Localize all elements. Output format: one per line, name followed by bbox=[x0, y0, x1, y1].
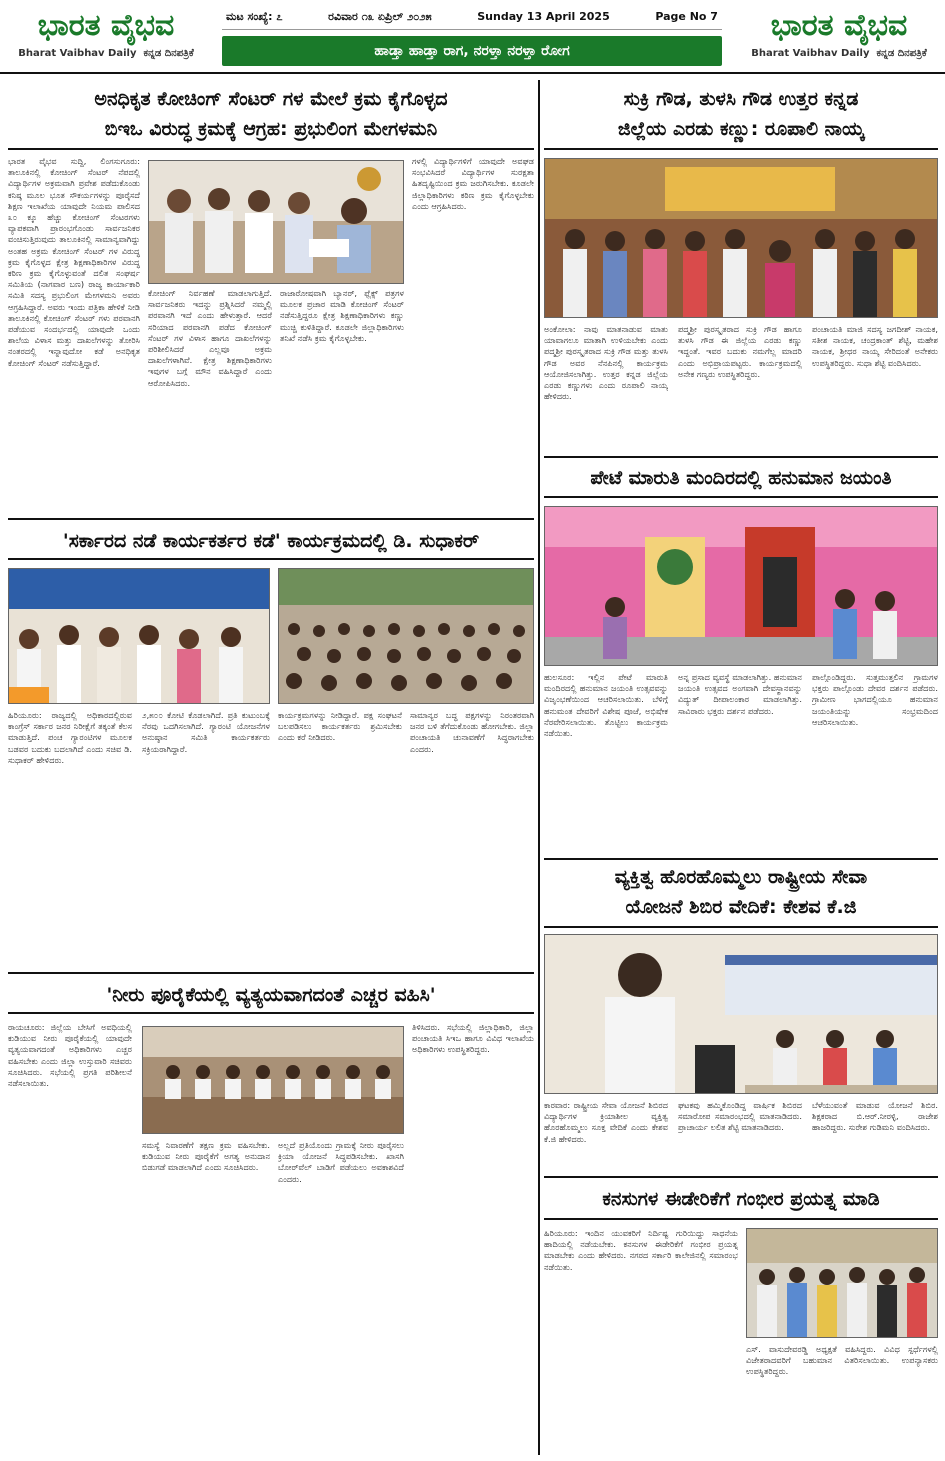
brand-tag: ಕನ್ನಡ ದಿನಪತ್ರಿಕೆ bbox=[143, 48, 194, 59]
article-column: ಸಾಮಾನ್ಯರ ಬದ್ಧ ಪಕ್ಷಗಳನ್ನು ನಿರಂತರವಾಗಿ ಜನರ ಬಳಿ ತೆಗೆದುಕೊಂಡು ಹೋಗಬೇಕು. ಜಿಲ್ಲಾ ಪಂಚಾಯತಿ ಚುನಾವಣೆಗೆ ಸಿದ್ಧರಾಗಬೇಕು ಎಂದರು. bbox=[410, 710, 534, 754]
article-separator bbox=[544, 1176, 938, 1178]
headline-line-2: ಜಿಲ್ಲೆಯ ಎರಡು ಕಣ್ಣು: ರೂಪಾಲಿ ನಾಯ್ಕ bbox=[617, 118, 865, 140]
brand-name: ಭಾರತ ವೈಭವ bbox=[37, 8, 175, 43]
article-column: ಘಟಕವು ಹಮ್ಮಿಕೊಂಡಿದ್ದ ವಾರ್ಷಿಕ ಶಿಬಿರದ ಸಮಾರೋಪ ಸಮಾರಂಭದಲ್ಲಿ ಮಾತನಾಡಿದರು. ಪ್ರಾಚಾರ್ಯ ಲಲಿತ ಶೆಟ್ಟಿ ಮಾತನಾಡಿದರು. bbox=[678, 1100, 802, 1133]
article-column: ಅನ್ನ ಪ್ರಸಾದ ವ್ಯವಸ್ಥೆ ಮಾಡಲಾಗಿತ್ತು. ಹನುಮಾನ ಜಯಂತಿ ಉತ್ಸವದ ಅಂಗವಾಗಿ ದೇವಸ್ಥಾನವನ್ನು ವಿದ್ಯುತ್ ದೀಪಾಲಂಕಾರ ಮಾಡಲಾಗಿತ್ತು. ಸಾವಿರಾರು ಭಕ್ತರು ದರ್ಶನ ಪಡೆದರು. bbox=[678, 672, 802, 716]
article-hanuman-jayanti bbox=[544, 460, 938, 856]
article-column: ಹಿರಿಯೂರು: ರಾಜ್ಯದಲ್ಲಿ ಅಧಿಕಾರದಲ್ಲಿರುವ ಕಾಂಗ್ರೆಸ್ ಸರ್ಕಾರ ಜನರ ನಿರೀಕ್ಷೆಗೆ ತಕ್ಕಂತೆ ಕೆಲಸ ಮಾಡುತ್ತಿದೆ. ಪಂಚ ಗ್ಯಾರಂಟಿಗಳ ಮೂಲಕ ಬಡವರ ಬದುಕು ಬದಲಾಗಿದೆ ಎಂದು ಸಚಿವ ಡಿ. ಸುಧಾಕರ್ ಹೇಳಿದರು. bbox=[8, 710, 132, 765]
headline: 'ನೀರು ಪೂರೈಕೆಯಲ್ಲಿ ವ್ಯತ್ಯಯವಾಗದಂತೆ ಎಚ್ಚರ ವಹಿಸಿ' bbox=[8, 978, 534, 1014]
headline-line-1: ಸುಕ್ರಿ ಗೌಡ, ತುಳಸಿ ಗೌಡ ಉತ್ತರ ಕನ್ನಡ bbox=[623, 88, 859, 110]
article-column: ಅಂಕೋಲಾ: ನಾವು ಮಾತನಾಡುವ ಮಾತು ಯಾವಾಗಲೂ ಮಾತಾಗಿ ಉಳಿಯಬೇಕು ಎಂದು ಪದ್ಮಶ್ರೀ ಪುರಸ್ಕೃತರಾದ ಸುಕ್ರಿ ಗೌಡ ಮತ್ತು ತುಳಸಿ ಗೌಡ ಅವರ ನೆನಪಿನಲ್ಲಿ ಕಾರ್ಯಕ್ರಮ ಆಯೋಜಿಸಲಾಗಿತ್ತು. ಉತ್ತರ ಕನ್ನಡ ಜಿಲ್ಲೆಯ ಎರಡು ಕಣ್ಣುಗಳು ಎಂದು ರೂಪಾಲಿ ನಾಯ್ಕ ಹೇಳಿದರು. bbox=[544, 324, 668, 402]
event-stage-photo bbox=[8, 568, 270, 704]
brand-name: ಭಾರತ ವೈಭವ bbox=[770, 8, 908, 43]
brand-sub: Bharat Vaibhav Daily bbox=[18, 48, 137, 59]
felicitation-photo bbox=[544, 158, 938, 318]
article-column: ಪಂಚಾಯತಿ ಮಾಜಿ ಸದಸ್ಯ ಜಗದೀಶ್ ನಾಯಕ, ಸತೀಶ ನಾಯಕ, ಚಂದ್ರಕಾಂತ್ ಶೆಟ್ಟಿ, ಮಹೇಶ ನಾಯಕ, ಶ್ರೀಧರ ನಾಯ್ಕ ಸೇರಿದಂತೆ ಅನೇಕರು ಉಪಸ್ಥಿತರಿದ್ದರು. ಸುಧಾ ಶೆಟ್ಟಿ ವಂದಿಸಿದರು. bbox=[812, 324, 938, 368]
headline bbox=[544, 862, 938, 928]
article-column: ಹಿರಿಯೂರು: ಇಂದಿನ ಯುವಕರಿಗೆ ನಿರ್ದಿಷ್ಟ ಗುರಿಯಿದ್ದು ಸಾಧನೆಯ ಹಾದಿಯಲ್ಲಿ ನಡೆಯಬೇಕು. ಕನಸುಗಳ ಈಡೇರಿಕೆಗೆ ಗಂಭೀರ ಪ್ರಯತ್ನ ಮಾಡಬೇಕು ಎಂದು ಹೇಳಿದರು. ನಗರದ ಸರ್ಕಾರಿ ಕಾಲೇಜಿನಲ್ಲಿ ಸಮಾರಂಭ ನಡೆಯಿತು. bbox=[544, 1228, 738, 1272]
article-column: ರಾಜಾರೋಷವಾಗಿ ಬ್ಯಾನರ್, ಫ್ಲೆಕ್ಸ್ ಪತ್ರಗಳ ಮೂಲಕ ಪ್ರಚಾರ ಮಾಡಿ ಕೋಚಿಂಗ್ ಸೆಂಟರ್ ನಡೆಸುತ್ತಿದ್ದರೂ ಕ್ಷೇತ್ರ ಶಿಕ್ಷಣಾಧಿಕಾರಿಗಳು ಕಣ್ಣು ಮುಚ್ಚಿ ಕುಳಿತಿದ್ದಾರೆ. ಕೂಡಲೇ ಜಿಲ್ಲಾಧಿಕಾರಿಗಳು ತನಿಖೆ ನಡೆಸಿ ಕ್ರಮ ಕೈಗೊಳ್ಳಬೇಕು. bbox=[280, 288, 404, 343]
article-column: ಭಾರತ ವೈಭವ ಸುದ್ದಿ, ಲಿಂಗಸುಗೂರು: ತಾಲೂಕಿನಲ್ಲಿ ಕೋಚಿಂಗ್ ಸೆಂಟರ್ ನೆಪದಲ್ಲಿ ವಿದ್ಯಾರ್ಥಿಗಳ ಅಕ್ರಮವಾಗಿ ಪ್ರವೇಶ ಪಡೆದುಕೊಂಡು ಕನಿಷ್ಠ ಮೂಲ ಭೂತ ಸೌಕರ್ಯಗಳನ್ನು ಪೂರೈಸದೆ ಶಿಕ್ಷಣ ಇಲಾಖೆಯ ಯಾವುದೇ ನಿಯಮ ಪಾಲಿಸದ ೩೦ ಕ್ಕೂ ಹೆಚ್ಚು ಕೋಚಿಂಗ್ ಸೆಂಟರಗಳು ವ್ಯಾಪಕವಾಗಿ ಪ್ರಾರಂಭಗೊಂಡು ಸಾರ್ವಜನಿಕರ ವಂಚಿಸುತ್ತಿರುವುದು ತಾಲೂಕಿನಲ್ಲಿ ಸಾಮಾನ್ಯವಾಗಿದ್ದು ಅಂತಹ ಅಕ್ರಮ ಕೋಚಿಂಗ್ ಸೆಂಟರ್ ಗಳ ವಿರುದ್ಧ ಕ್ರಮ ಕೈಗೊಳ್ಳದ ಕ್ಷೇತ್ರ ಶಿಕ್ಷಣಾಧಿಕಾರಿಗಳ ವಿರುದ್ಧ ಕಠಿಣ ಕ್ರಮ ಕೈಗೊಳ್ಳುವಂತೆ ದಲಿತ ಸಂಘರ್ಷ ಸಮಿತಿಯ (ನಾಗವಾರ ಬಣ) ರಾಜ್ಯ ಕಾರ್ಯಾಕಾರಿ ಸಮಿತಿ ಸದಸ್ಯ ಪ್ರಭುಲಿಂಗ ಮೇಗಳಮನಿ ಅವರು ಆಗ್ರಹಿಸಿದ್ದಾರೆ. ಅವರು ಇಂದು ಪತ್ರಿಕಾ ಹೇಳಿಕೆ ನೀಡಿ ತಾಲೂಕಿನಲ್ಲಿ ಕೋಚಿಂಗ್ ಸೆಂಟರ್ ಗಳು ಪರವಾನಗಿ ಪಡೆಯುವ ಸಂದರ್ಭದಲ್ಲಿ ಯಾವುದೇ ಒಂದು ಶಾಲೆಯ ವಿಳಾಸ ಮತ್ತು ದಾಖಲೆಗಳನ್ನು ತೋರಿಸಿ ನಂತರದಲ್ಲಿ ಇನ್ನಾವುದೋ ಕಡೆ ಅನಧಿಕೃತ ಕೋಚಿಂಗ್ ಸೆಂಟರ್ ನಡೆಸುತ್ತಿದ್ದಾರೆ. bbox=[8, 156, 140, 368]
article-column: ಅಲ್ಲದೆ ಪ್ರತಿಯೊಂದು ಗ್ರಾಮಕ್ಕೆ ನೀರು ಪೂರೈಸಲು ಕ್ರಿಯಾ ಯೋಜನೆ ಸಿದ್ಧಪಡಿಸಬೇಕು. ಖಾಸಗಿ ಬೋರ್‌ವೆಲ್ ಬಾಡಿಗೆ ಪಡೆಯಲು ಅವಕಾಶವಿದೆ ಎಂದರು. bbox=[278, 1140, 404, 1184]
article-column: ಸಮಸ್ಯೆ ನಿವಾರಣೆಗೆ ತಕ್ಷಣ ಕ್ರಮ ವಹಿಸಬೇಕು. ಕುಡಿಯುವ ನೀರು ಪೂರೈಕೆಗೆ ಅಗತ್ಯ ಅನುದಾನ ಬಿಡುಗಡೆ ಮಾಡಲಾಗಿದೆ ಎಂದು ಸೂಚಿಸಿದರು. bbox=[142, 1140, 270, 1173]
article-sudhakar-program bbox=[8, 524, 534, 970]
headline: ಪೇಟೆ ಮಾರುತಿ ಮಂದಿರದಲ್ಲಿ ಹನುಮಾನ ಜಯಂತಿ bbox=[544, 460, 938, 498]
headline-line-2: ಯೋಜನೆ ಶಿಬಿರ ವೇದಿಕೆ: ಕೇಶವ ಕೆ.ಜಿ bbox=[625, 896, 857, 918]
headline: 'ಸರ್ಕಾರದ ನಡೆ ಕಾರ್ಯಕರ್ತರ ಕಡೆ' ಕಾರ್ಯಕ್ರಮದಲ್ಲಿ ಡಿ. ಸುಧಾಕರ್ bbox=[8, 524, 534, 560]
headline bbox=[8, 84, 534, 150]
article-rupali-naik bbox=[544, 84, 938, 494]
masthead bbox=[0, 0, 945, 74]
brand-sub: Bharat Vaibhav Daily bbox=[751, 48, 870, 59]
headline bbox=[544, 84, 938, 150]
article-separator bbox=[544, 858, 938, 860]
headline-line-1: ಅನಧಿಕೃತ ಕೋಚಿಂಗ್ ಸೆಂಟರ್ ಗಳ ಮೇಲೆ ಕ್ರಮ ಕೈಗೊಳ್ಳದ bbox=[94, 88, 448, 110]
article-column: ಪಾಲ್ಗೊಂಡಿದ್ದರು. ಸುತ್ತಮುತ್ತಲಿನ ಗ್ರಾಮಗಳ ಭಕ್ತರು ಪಾಲ್ಗೊಂಡು ದೇವರ ದರ್ಶನ ಪಡೆದರು. ಗ್ರಾಮೀಣ ಭಾಗದಲ್ಲಿಯೂ ಹನುಮಾನ ಜಯಂತಿಯನ್ನು ಸಂಭ್ರಮದಿಂದ ಆಚರಿಸಲಾಯಿತು. bbox=[812, 672, 938, 727]
article-nss-camp bbox=[544, 862, 938, 1174]
headline: ಕನಸುಗಳ ಈಡೇರಿಕೆಗೆ ಗಂಭೀರ ಪ್ರಯತ್ನ ಮಾಡಿ bbox=[544, 1180, 938, 1220]
article-water-supply bbox=[8, 978, 534, 1456]
article-column: ಪದ್ಮಶ್ರೀ ಪುರಸ್ಕೃತರಾದ ಸುಕ್ರಿ ಗೌಡ ಹಾಗೂ ತುಳಸಿ ಗೌಡ ಈ ಜಿಲ್ಲೆಯ ಎರಡು ಕಣ್ಣು ಇದ್ದಂತೆ. ಇವರ ಬದುಕು ನಮಗೆಲ್ಲ ಮಾದರಿ ಎಂದು ಅಭಿಪ್ರಾಯಪಟ್ಟರು. ಕಾರ್ಯಕ್ರಮದಲ್ಲಿ ಅನೇಕ ಗಣ್ಯರು ಉಪಸ್ಥಿತರಿದ್ದರು. bbox=[678, 324, 802, 379]
article-column: ಗಳಲ್ಲಿ ವಿದ್ಯಾರ್ಥಿಗಳಿಗೆ ಯಾವುದೇ ಅವಘಡ ಸಂಭವಿಸಿದರೆ ವಿದ್ಯಾರ್ಥಿಗಳ ಸುರಕ್ಷತಾ ಹಿತದೃಷ್ಟಿಯಿಂದ ಕ್ರಮ ಜರುಗಿಸಬೇಕು. ಕೂಡಲೇ ಜಿಲ್ಲಾಧಿಕಾರಿಗಳು ಕಠಿಣ ಕ್ರಮ ಕೈಗೊಳ್ಳಬೇಕು ಎಂದು ಆಗ್ರಹಿಸಿದರು. bbox=[412, 156, 534, 211]
date-english: Sunday 13 April 2025 bbox=[477, 10, 610, 23]
slogan-banner: ಹಾಡ್ತಾ ಹಾಡ್ತಾ ರಾಗ, ನರಳ್ತಾ ನರಳ್ತಾ ರೋಗ bbox=[222, 36, 722, 66]
column-divider bbox=[538, 80, 540, 1455]
masthead-center bbox=[222, 4, 722, 66]
date-kannada: ರವಿವಾರ ೧೩ ಏಪ್ರಿಲ್ ೨೦೨೫ bbox=[328, 9, 432, 23]
coaching-memo-photo bbox=[148, 160, 404, 284]
article-column: ಎಸ್. ವಾಸುದೇವರಡ್ಡಿ ಅಧ್ಯಕ್ಷತೆ ವಹಿಸಿದ್ದರು. ವಿವಿಧ ಸ್ಪರ್ಧೆಗಳಲ್ಲಿ ವಿಜೇತರಾದವರಿಗೆ ಬಹುಮಾನ ವಿತರಿಸಲಾಯಿತು. ಉಪನ್ಯಾಸಕರು ಉಪಸ್ಥಿತರಿದ್ದರು. bbox=[746, 1344, 938, 1377]
headline-line-2: ಬಿಇಒ ವಿರುದ್ಧ ಕ್ರಮಕ್ಕೆ ಆಗ್ರಹ: ಪ್ರಭುಲಿಂಗ ಮೇಗಳಮನಿ bbox=[104, 118, 438, 140]
students-photo bbox=[746, 1228, 938, 1338]
brand-logo-right bbox=[739, 4, 939, 70]
article-column: ಬೆಳೆಯುವಂತೆ ಮಾಡುವ ಯೋಜನೆ ಶಿಬಿರ. ಶಿಕ್ಷಕರಾದ ಬಿ.ಆರ್.ನೀರಳ್ಳಿ, ರಾಜೇಶ ಹಾಜರಿದ್ದರು. ಸುರೇಶ ಗುಡಿಮನಿ ವಂದಿಸಿದರು. bbox=[812, 1100, 938, 1133]
temple-photo bbox=[544, 506, 938, 666]
article-separator bbox=[8, 518, 534, 520]
article-dreams bbox=[544, 1180, 938, 1456]
article-separator bbox=[544, 456, 938, 458]
article-column: ೨,೫೦೦ ಕೋಟಿ ಕೊಡಲಾಗಿದೆ. ಪ್ರತಿ ಕುಟುಂಬಕ್ಕೆ ನೆರವು ಒದಗಿಸಲಾಗಿದೆ. ಗ್ಯಾರಂಟಿ ಯೋಜನೆಗಳ ಅನುಷ್ಠಾನ ಸಮಿತಿ ಕಾರ್ಯಕರ್ತರು ಸಕ್ರಿಯರಾಗಿದ್ದಾರೆ. bbox=[142, 710, 270, 754]
brand-tag: ಕನ್ನಡ ದಿನಪತ್ರಿಕೆ bbox=[876, 48, 927, 59]
page-number: Page No 7 bbox=[655, 10, 718, 23]
crowd-photo bbox=[278, 568, 534, 704]
issue-number: ಮಟ ಸಂಖ್ಯೆ: ೭ bbox=[226, 9, 283, 23]
article-column: ಕಾರ್ಯಕ್ರಮಗಳನ್ನು ನೀಡಿದ್ದಾರೆ. ಪಕ್ಷ ಸಂಘಟನೆ ಬಲಪಡಿಸಲು ಕಾರ್ಯಕರ್ತರು ಶ್ರಮಿಸಬೇಕು ಎಂದು ಕರೆ ನೀಡಿದರು. bbox=[278, 710, 402, 743]
article-column: ರಾಯಚೂರು: ಜಿಲ್ಲೆಯ ಬೇಸಿಗೆ ಅವಧಿಯಲ್ಲಿ ಕುಡಿಯುವ ನೀರು ಪೂರೈಕೆಯಲ್ಲಿ ಯಾವುದೇ ವ್ಯತ್ಯಯವಾಗದಂತೆ ಅಧಿಕಾರಿಗಳು ಎಚ್ಚರ ವಹಿಸಬೇಕು ಎಂದು ಜಿಲ್ಲಾ ಉಸ್ತುವಾರಿ ಸಚಿವರು ಸೂಚಿಸಿದರು. ಸಭೆಯಲ್ಲಿ ಪ್ರಗತಿ ಪರಿಶೀಲನೆ ನಡೆಸಲಾಯಿತು. bbox=[8, 1022, 132, 1089]
speaker-photo bbox=[544, 934, 938, 1094]
headline-line-1: ವ್ಯಕ್ತಿತ್ವ ಹೊರಹೊಮ್ಮಲು ರಾಷ್ಟ್ರೀಯ ಸೇವಾ bbox=[614, 866, 868, 888]
article-separator bbox=[8, 972, 534, 974]
article-column: ಹುಲಸೂರ: ಇಲ್ಲಿನ ಪೇಟೆ ಮಾರುತಿ ಮಂದಿರದಲ್ಲಿ ಹನುಮಾನ ಜಯಂತಿ ಉತ್ಸವವನ್ನು ವಿಜೃಂಭಣೆಯಿಂದ ಆಚರಿಸಲಾಯಿತು. ಬೆಳಿಗ್ಗೆ ಹನುಮಂತ ದೇವರಿಗೆ ವಿಶೇಷ ಪೂಜೆ, ಅಭಿಷೇಕ ನೆರವೇರಿಸಲಾಯಿತು. ತೊಟ್ಟಿಲು ಕಾರ್ಯಕ್ರಮ ನಡೆಯಿತು. bbox=[544, 672, 668, 739]
article-column: ಕೋಚಿಂಗ್ ನಿರ್ವಹಣೆ ಮಾಡಲಾಗುತ್ತಿದೆ. ಸಾರ್ವಜನಿಕರು ಇದನ್ನು ಪ್ರಶ್ನಿಸಿದರೆ ನಮ್ಮಲ್ಲಿ ಪರವಾನಗಿ ಇದೆ ಎಂದು ಹೇಳುತ್ತಾರೆ. ಆದರೆ ಸರಿಯಾದ ಪರವಾನಗಿ ಪಡೆದ ಕೋಚಿಂಗ್ ಸೆಂಟರ್ ಗಳ ವಿಳಾಸ ಹಾಗೂ ದಾಖಲೆಗಳನ್ನು ಪರಿಶೀಲಿಸಿದರೆ ಎಲ್ಲವೂ ಅಕ್ರಮ ದಾಖಲೆಗಳಾಗಿವೆ. ಕ್ಷೇತ್ರ ಶಿಕ್ಷಣಾಧಿಕಾರಿಗಳು ಇವುಗಳ ಬಗ್ಗೆ ಮೌನ ವಹಿಸಿದ್ದಾರೆ ಎಂದು ಆರೋಪಿಸಿದರು. bbox=[148, 288, 272, 388]
dateline bbox=[222, 4, 722, 30]
article-column: ತಿಳಿಸಿದರು. ಸಭೆಯಲ್ಲಿ ಜಿಲ್ಲಾಧಿಕಾರಿ, ಜಿಲ್ಲಾ ಪಂಚಾಯತಿ ಸಿಇಒ ಹಾಗೂ ವಿವಿಧ ಇಲಾಖೆಯ ಅಧಿಕಾರಿಗಳು ಉಪಸ್ಥಿತರಿದ್ದರು. bbox=[412, 1022, 534, 1055]
article-column: ಕಾರವಾರ: ರಾಷ್ಟ್ರೀಯ ಸೇವಾ ಯೋಜನೆ ಶಿಬಿರದ ವಿದ್ಯಾರ್ಥಿಗಳ ಕ್ರಿಯಾಶೀಲ ವ್ಯಕ್ತಿತ್ವ ಹೊರಹೊಮ್ಮಲು ಸೂಕ್ತ ವೇದಿಕೆ ಎಂದು ಕೇಶವ ಕೆ.ಜಿ ಹೇಳಿದರು. bbox=[544, 1100, 668, 1144]
article-coaching-centers bbox=[8, 84, 534, 514]
meeting-hall-photo bbox=[142, 1026, 404, 1134]
brand-logo-left bbox=[6, 4, 206, 70]
